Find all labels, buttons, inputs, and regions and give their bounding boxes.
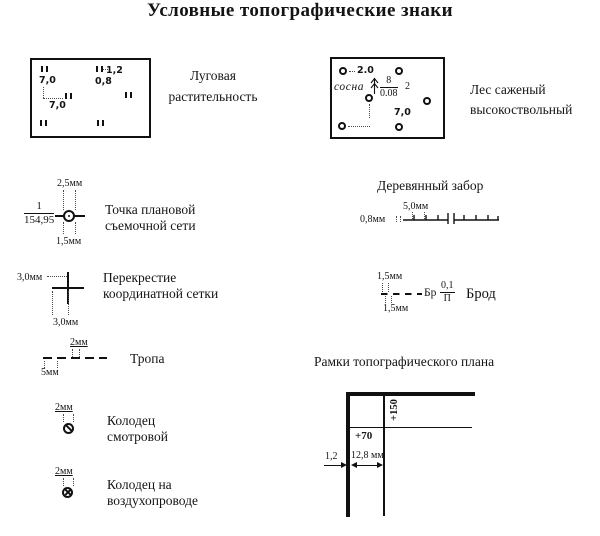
cross-label-line2: координатной сетки <box>103 286 219 302</box>
survey-fraction <box>24 200 54 226</box>
forest-symbol-box <box>330 57 445 139</box>
dotted-guide <box>63 414 64 422</box>
well-inspection-dim: 2мм <box>55 402 73 413</box>
survey-label <box>105 202 196 234</box>
frame-dim-left: 1,2 <box>325 451 338 462</box>
meadow-symbol-box <box>30 58 151 138</box>
dotted-guide <box>385 296 386 303</box>
cross-label-line1: Перекрестие <box>103 270 177 285</box>
forest-fraction-denominator: 0.08 <box>380 87 398 99</box>
tree-circle-icon <box>423 97 431 105</box>
frame-dim-width: 12,8 мм <box>351 450 384 461</box>
grass-tuft-icon <box>96 66 103 72</box>
trail-dim-top: 2мм <box>70 337 88 348</box>
tree-circle-icon <box>339 67 347 75</box>
forest-exponent: 2 <box>405 81 410 92</box>
ford-dim-top: 1,5мм <box>377 271 403 282</box>
meadow-label <box>160 66 266 108</box>
arrow-right-icon <box>341 462 347 468</box>
tree-circle-icon <box>338 122 346 130</box>
dotted-guide <box>369 104 370 118</box>
tree-circle-icon <box>395 123 403 131</box>
survey-label-line1: Точка плановой <box>105 202 196 217</box>
survey-point-icon <box>63 210 75 222</box>
dotted-guide <box>68 291 69 315</box>
inspection-well-icon <box>63 423 74 434</box>
arrow-left-icon <box>351 462 357 468</box>
survey-fraction-numerator: 1 <box>24 200 54 214</box>
survey-fraction-denominator: 154,95 <box>24 213 55 226</box>
forest-fraction-numerator: 8 <box>380 75 398 88</box>
page-title: Условные топографические знаки <box>147 0 453 21</box>
cross-label <box>103 270 218 302</box>
well-air-label-line1: Колодец на <box>107 477 172 492</box>
forest-fraction <box>380 75 398 99</box>
dotted-guide <box>73 414 74 422</box>
dotted-guide <box>391 296 392 303</box>
dotted-guide <box>75 222 76 234</box>
frame-thin-horizontal-line <box>350 427 472 428</box>
dotted-guide <box>43 98 63 99</box>
arrow-right-icon <box>377 462 383 468</box>
meadow-value: 1,2 <box>106 65 123 76</box>
dotted-guide <box>73 478 74 486</box>
ford-abbr: Бр <box>424 287 437 299</box>
dotted-guide <box>63 222 64 234</box>
cross-dim-bottom: 3,0мм <box>53 317 79 328</box>
dotted-guide <box>382 283 383 292</box>
grass-tuft-icon <box>125 92 132 98</box>
meadow-label-line1: Луговая <box>190 68 236 83</box>
air-duct-well-icon <box>62 487 73 498</box>
survey-label-line2: съемочной сети <box>105 218 196 234</box>
trail-dashed-line <box>43 357 107 359</box>
dotted-guide <box>388 283 389 292</box>
dotted-guide <box>79 349 80 357</box>
ford-fraction-denominator: П <box>443 292 451 304</box>
spruce-tree-icon <box>370 77 379 95</box>
meadow-value: 7,0 <box>39 75 56 86</box>
grass-tuft-icon <box>40 120 47 126</box>
frame-thick-horizontal-line <box>346 392 475 396</box>
trail-dim-bottom: 5мм <box>41 367 59 378</box>
ford-fraction <box>440 280 455 304</box>
well-air-dim: 2мм <box>55 466 73 477</box>
cross-dim-left: 3,0мм <box>17 272 43 283</box>
well-inspection-label-line2: смотровой <box>107 429 168 445</box>
forest-label-line2: высокоствольный <box>470 101 573 117</box>
meadow-value: 7,0 <box>49 100 66 111</box>
well-air-label <box>107 477 198 509</box>
ford-dim-bottom: 1,5мм <box>383 303 409 314</box>
ford-dashed-line <box>381 293 422 295</box>
grass-tuft-icon <box>41 66 48 72</box>
dotted-guide <box>348 126 370 127</box>
plan-frame-label: Рамки топографического плана <box>314 354 495 369</box>
fence-dim-left: 0,8мм <box>360 214 386 225</box>
well-air-label-line2: воздухопроводе <box>107 493 198 509</box>
frame-thick-vertical-line <box>346 392 350 517</box>
ford-label: Брод <box>466 286 496 302</box>
frame-offset-horizontal: +70 <box>355 430 373 442</box>
forest-label-line1: Лес саженый <box>470 82 546 97</box>
dotted-guide <box>396 216 397 222</box>
dotted-guide <box>72 349 73 357</box>
tree-species-label: сосна <box>334 81 365 93</box>
meadow-label-line2: растительность <box>168 88 258 104</box>
dimension-arrow-line <box>324 465 341 466</box>
dotted-guide <box>400 216 401 222</box>
tree-circle-icon <box>395 67 403 75</box>
dotted-guide <box>349 71 355 72</box>
frame-offset-vertical: +150 <box>389 399 400 421</box>
dotted-guide <box>63 478 64 486</box>
well-inspection-label-line1: Колодец <box>107 413 156 428</box>
meadow-value: 0,8 <box>95 76 112 87</box>
fence-dim-top: 5,0мм <box>403 201 429 212</box>
dotted-guide <box>63 190 64 210</box>
dotted-guide <box>47 276 67 277</box>
wooden-fence-icon <box>402 211 500 225</box>
ford-fraction-numerator: 0,1 <box>441 280 454 291</box>
dotted-guide <box>75 190 76 210</box>
dotted-guide <box>52 291 53 315</box>
well-inspection-label <box>107 413 168 445</box>
forest-value: 7,0 <box>394 107 411 118</box>
grass-tuft-icon <box>65 93 72 99</box>
grass-tuft-icon <box>97 120 104 126</box>
trail-label: Тропа <box>130 351 165 366</box>
survey-dim-top: 2,5мм <box>57 178 83 189</box>
forest-value: 2.0 <box>357 65 374 76</box>
forest-label <box>470 80 572 119</box>
tree-circle-icon <box>365 94 373 102</box>
fence-label: Деревянный забор <box>377 178 484 193</box>
dotted-guide <box>43 87 44 98</box>
survey-dim-bottom: 1,5мм <box>56 236 82 247</box>
